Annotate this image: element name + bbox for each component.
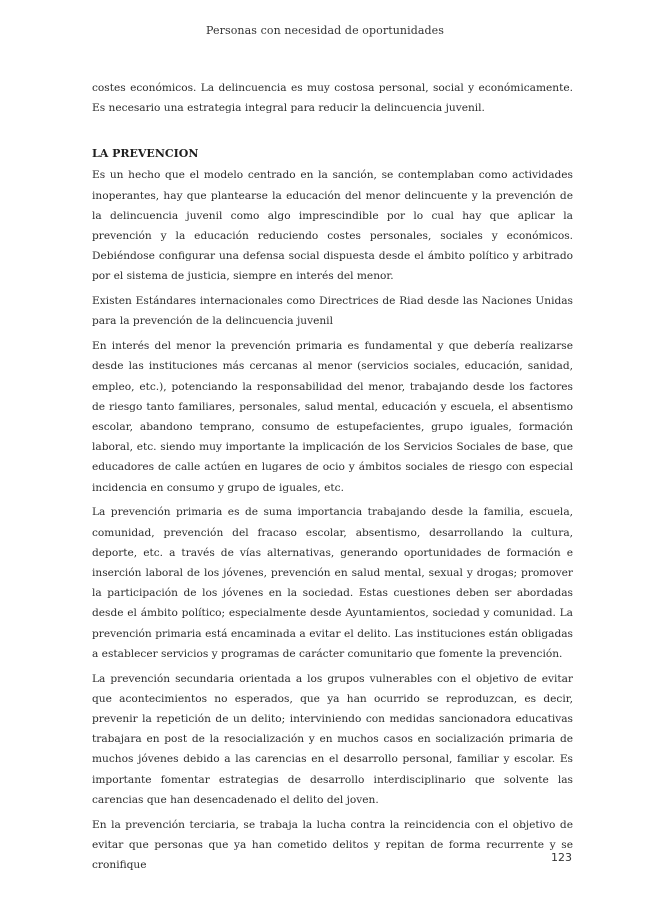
running-header: Personas con necesidad de oportunidades [205, 24, 445, 37]
paragraph-primary-prevention-interest: En interés del menor la prevención primaria es fundamental y que debería realizarse desde las instituciones más cercanas al menor (servicios sociales, educación, sanidad, empleo, etc.), potenciando la responsabilidad del menor, trabajando desde los factores de riesgo tanto familiares, personales, salud mental, educación y escuela, el absentismo escolar, abandono temprano, consumo de estupefacientes, grupo iguales, formación laboral, etc. siendo muy importante la implicación de los Servicios Sociales de base, que educadores de calle actúen en lugares de ocio y ámbitos sociales de riesgo con especial incidencia en consumo y grupo de iguales, etc. [92, 340, 573, 494]
paragraph-international-standards: Existen Estándares internacionales como Directrices de Riad desde las Naciones Unidas para la prevención de la delincuencia juvenil [92, 295, 573, 328]
paragraph-tertiary-prevention: En la prevención terciaria, se trabaja la lucha contra la reincidencia con el objetivo de evitar que personas que ya han cometido delitos y repitan de forma recurrente y se cronifique [92, 818, 573, 872]
page-number: 123 [551, 851, 572, 864]
section-heading: LA PREVENCION [92, 147, 199, 161]
paragraph-sanction-model: Es un hecho que el modelo centrado en la sanción, se contemplaban como actividades inoperantes, hay que plantearse la educación del menor delincuente y la prevención de la delincuencia juvenil como algo imprescindible por lo cual hay que aplicar la prevención y la educación reduciendo costes personales, sociales y económicos. Debiéndose configurar una defensa social dispuesta desde el ámbito político y arbitrado por el sistema de justicia, siempre en interés del menor. [92, 169, 573, 283]
paragraph-secondary-prevention: La prevención secundaria orientada a los grupos vulnerables con el objetivo de evitar que acontecimientos no esperados, que ya han ocurrido se reproduzcan, es decir, prevenir la repetición de un delito; interviniendo con medidas sancionadora educativas trabajara en post de la resocialización y en muchos casos en socialización primaria de muchos jóvenes debido a las carencias en el desarrollo personal, familiar y escolar. Es importante fomentar estrategias de desarrollo interdisciplinario que solvente las carencias que han desencadenado el delito del joven. [92, 672, 573, 806]
paragraph-primary-prevention: La prevención primaria es de suma importancia trabajando desde la familia, escuela, comunidad, prevención del fracaso escolar, absentismo, desarrollando la cultura, deporte, etc. a través de vías alternativas, generando oportunidades de formación e inserción laboral de los jóvenes, prevención en salud mental, sexual y drogas; promover la participación de los jóvenes en la sociedad. Estas cuestiones deben ser abordadas desde el ámbito político; especialmente desde Ayuntamientos, sociedad y comunidad. La prevención primaria está encaminada a evitar el delito. Las instituciones están obligadas a establecer servicios y programas de carácter comunitario que fomente la prevención. [92, 506, 573, 660]
paragraph-continuation: costes económicos. La delincuencia es muy costosa personal, social y económicamente. Es necesario una estrategia integral para reducir la delincuencia juvenil. [92, 82, 573, 115]
body-text [92, 78, 573, 880]
